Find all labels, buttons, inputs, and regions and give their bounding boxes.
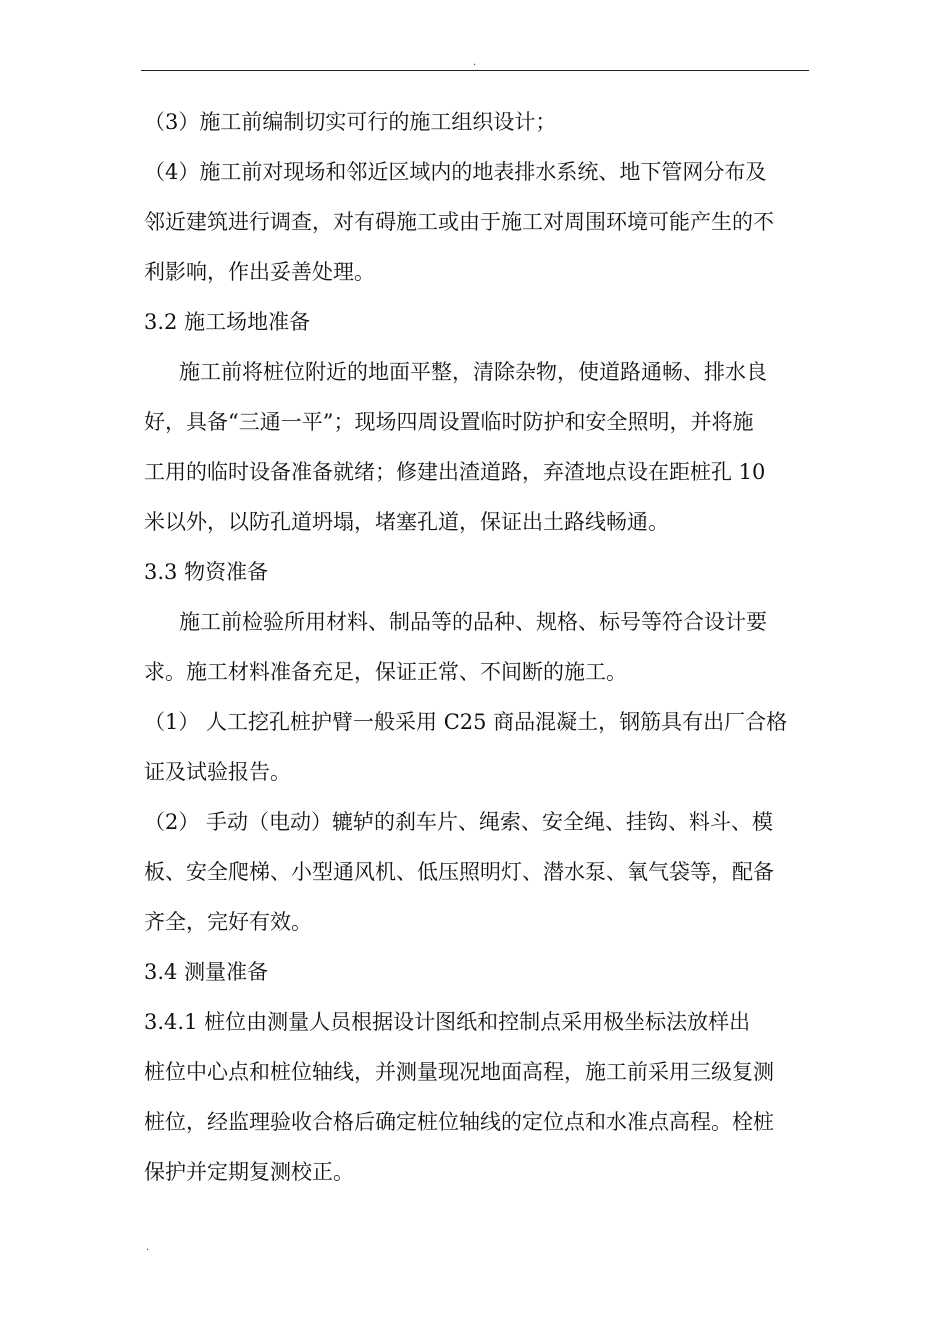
paragraph-material-item-2 (144, 797, 812, 947)
text-line: （1） 人工挖孔桩护臂一般采用 C25 商品混凝土，钢筋具有出厂合格 (144, 710, 788, 734)
text-line: 米以外，以防孔道坍塌，堵塞孔道，保证出土路线畅通。 (144, 510, 669, 534)
text-line: 保护并定期复测校正。 (144, 1160, 354, 1184)
footer-mark: . (146, 1242, 150, 1253)
text-line: 桩位，经监理验收合格后确定桩位轴线的定位点和水准点高程。栓桩 (144, 1110, 774, 1134)
text-line: 3.4.1 桩位由测量人员根据设计图纸和控制点采用极坐标法放样出 (144, 1010, 751, 1034)
section-heading-3-2 (144, 297, 812, 347)
section-heading-3-4 (144, 947, 812, 997)
paragraph-material-item-1 (144, 697, 812, 797)
text-line: 好，具备“三通一平”；现场四周设置临时防护和安全照明，并将施 (144, 410, 754, 434)
header-mark: . (473, 57, 477, 68)
text-line: 求。施工材料准备充足，保证正常、不间断的施工。 (144, 660, 627, 684)
section-heading-3-3 (144, 547, 812, 597)
heading-text: 3.3 物资准备 (144, 560, 269, 584)
text-line: 工用的临时设备准备就绪；修建出渣道路，弃渣地点设在距桩孔 10 (144, 460, 766, 484)
text-line: 齐全，完好有效。 (144, 910, 312, 934)
text-line: 施工前将桩位附近的地面平整，清除杂物，使道路通畅、排水良 (179, 360, 767, 384)
header-rule (141, 70, 809, 71)
text-line: 板、安全爬梯、小型通风机、低压照明灯、潜水泵、氧气袋等，配备 (144, 860, 774, 884)
text-line: 桩位中心点和桩位轴线，并测量现况地面高程，施工前采用三级复测 (144, 1060, 774, 1084)
text-line: 邻近建筑进行调查，对有碍施工或由于施工对周围环境可能产生的不 (144, 210, 774, 234)
text-line: （4）施工前对现场和邻近区域内的地表排水系统、地下管网分布及 (144, 160, 767, 184)
text-line: 利影响，作出妥善处理。 (144, 260, 375, 284)
paragraph-site-preparation (144, 347, 812, 547)
paragraph-item-3 (144, 97, 812, 147)
paragraph-material-preparation (144, 597, 812, 697)
heading-text: 3.4 测量准备 (144, 960, 269, 984)
text-line: 施工前检验所用材料、制品等的品种、规格、标号等符合设计要 (179, 610, 767, 634)
text-line: 证及试验报告。 (144, 760, 291, 784)
document-body (144, 97, 812, 1197)
text-line: （2） 手动（电动）辘轳的刹车片、绳索、安全绳、挂钩、料斗、模 (144, 810, 774, 834)
text-line: （3）施工前编制切实可行的施工组织设计； (144, 110, 557, 134)
paragraph-survey-3-4-1 (144, 997, 812, 1197)
heading-text: 3.2 施工场地准备 (144, 310, 311, 334)
paragraph-item-4 (144, 147, 812, 297)
